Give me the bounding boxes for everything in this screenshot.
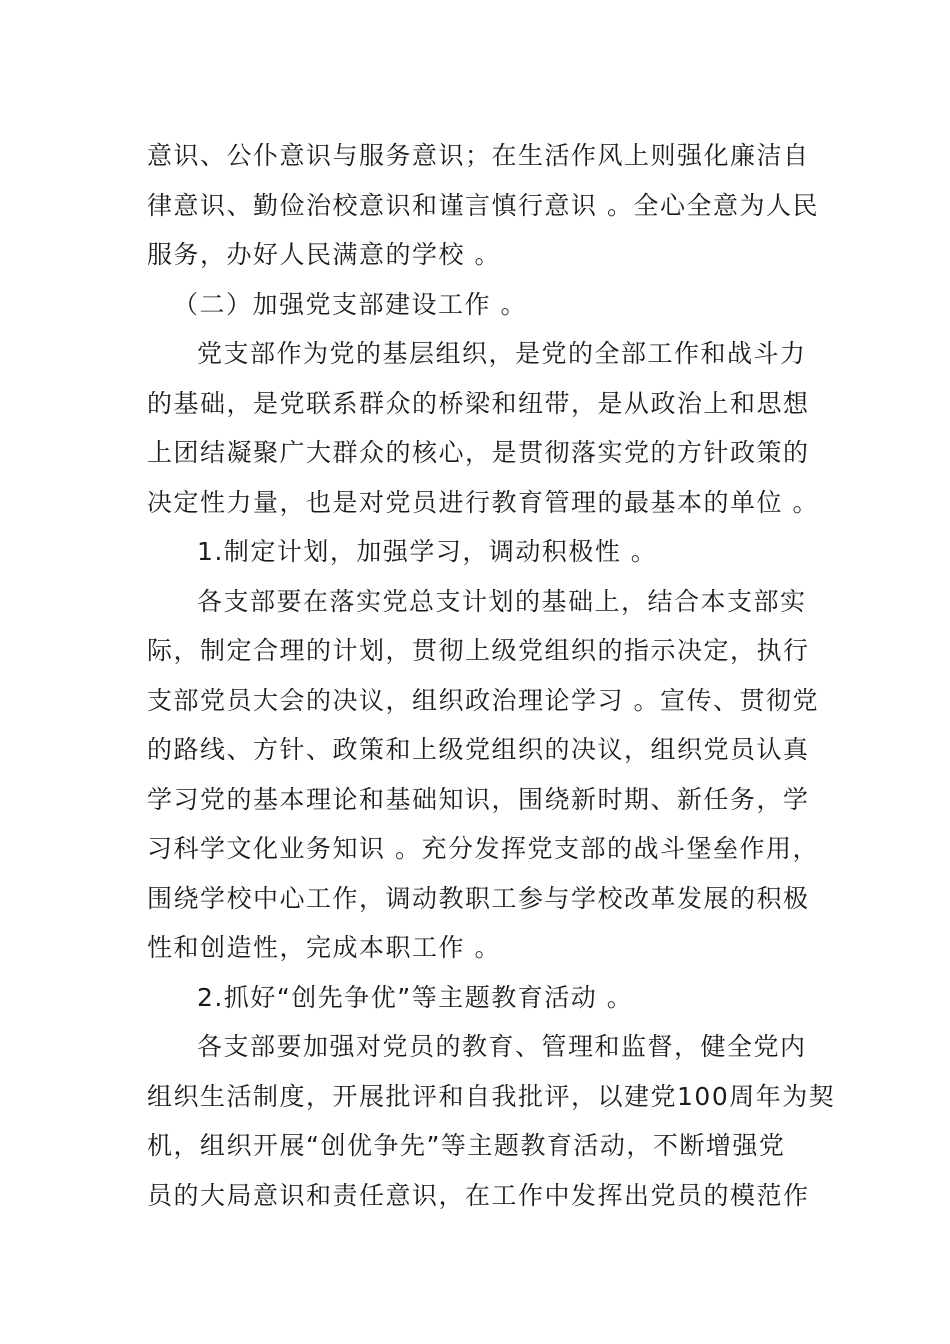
text-line: 围绕学校中心工作，调动教职工参与学校改革发展的积极 xyxy=(147,883,810,913)
paragraph-first-line: 各支部要加强对党员的教育、管理和监督，健全党内 xyxy=(197,1032,807,1061)
paragraph-first-line: 各支部要在落实党总支计划的基础上，结合本支部实 xyxy=(197,586,807,616)
text-line: 机，组织开展“创优争先”等主题教育活动，不断增强党 xyxy=(147,1131,786,1160)
text-line: 决定性力量，也是对党员进行教育管理的最基本的单位 。 xyxy=(147,487,819,517)
text-line: 服务，办好人民满意的学校 。 xyxy=(147,240,501,269)
text-line: 学习党的基本理论和基础知识，围绕新时期、新任务，学 xyxy=(147,784,810,814)
section-heading: （二）加强党支部建设工作 。 xyxy=(173,289,527,319)
subsection-heading: 1.制定计划，加强学习，调动积极性 。 xyxy=(197,537,658,566)
text-line: 性和创造性，完成本职工作 。 xyxy=(147,933,501,962)
document-body xyxy=(147,131,836,1220)
text-line: 习科学文化业务知识 。充分发挥党支部的战斗堡垒作用， xyxy=(147,834,819,863)
text-line: 上团结凝聚广大群众的核心，是贯彻落实党的方针政策的 xyxy=(147,438,810,467)
text-line: 律意识、勤俭治校意识和谨言慎行意识 。全心全意为人民 xyxy=(147,190,819,220)
text-line: 支部党员大会的决议，组织政治理论学习 。宣传、贯彻党 xyxy=(147,685,819,715)
subsection-heading: 2.抓好“创先争优”等主题教育活动 。 xyxy=(197,982,634,1012)
text-line: 意识、公仆意识与服务意识；在生活作风上则强化廉洁自 xyxy=(147,141,810,170)
text-line: 组织生活制度，开展批评和自我批评，以建党100周年为契 xyxy=(147,1081,836,1111)
text-line: 的路线、方针、政策和上级党组织的决议，组织党员认真 xyxy=(147,735,810,764)
paragraph-first-line: 党支部作为党的基层组织，是党的全部工作和战斗力 xyxy=(197,339,807,368)
text-line: 际，制定合理的计划，贯彻上级党组织的指示决定，执行 xyxy=(147,636,810,665)
text-line: 的基础，是党联系群众的桥梁和纽带，是从政治上和思想 xyxy=(147,388,810,418)
text-line: 员的大局意识和责任意识，在工作中发挥出党员的模范作 xyxy=(147,1180,810,1210)
